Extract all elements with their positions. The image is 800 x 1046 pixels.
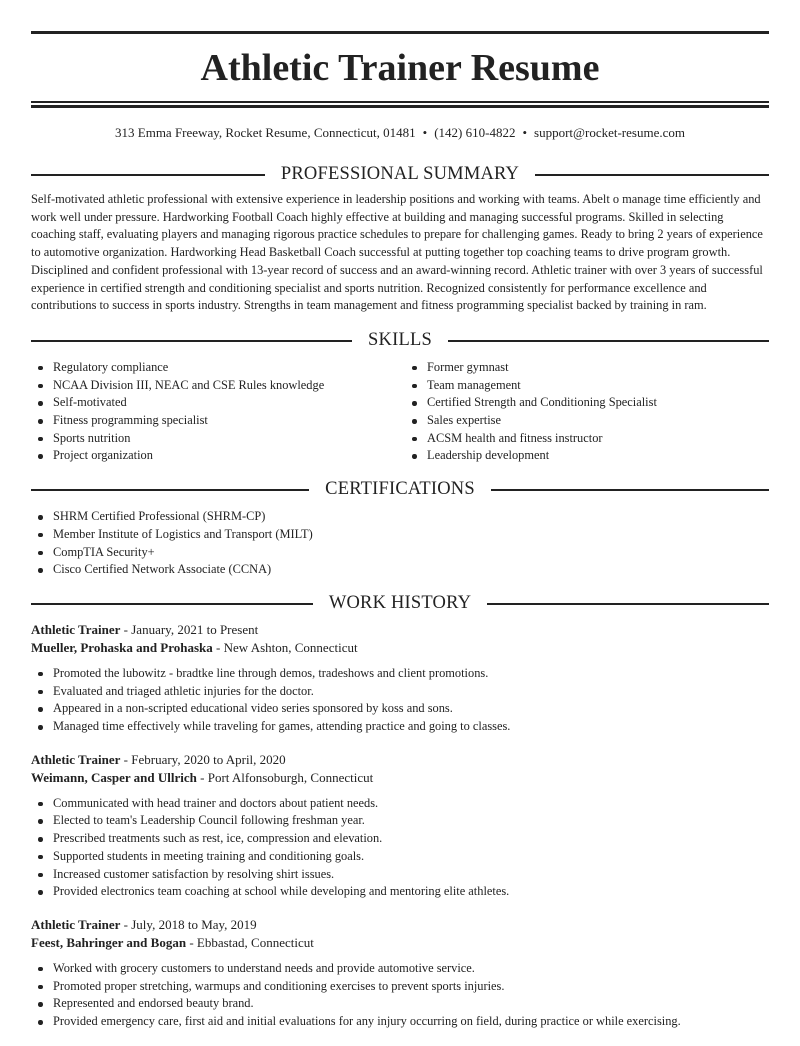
contact-line: [31, 124, 769, 142]
job-bullet: Provided electronics team coaching at school while developing and mentoring elite athletes.: [31, 883, 769, 901]
skill-item: NCAA Division III, NEAC and CSE Rules knowledge: [31, 377, 400, 395]
skills-list: [31, 359, 769, 465]
certification-item: Member Institute of Logistics and Transport (MILT): [31, 526, 769, 544]
separator: •: [422, 125, 428, 140]
skills-left-column: [31, 359, 400, 465]
job-bullet: Represented and endorsed beauty brand.: [31, 995, 769, 1013]
job-bullet: Promoted the lubowitz - bradtke line through demos, tradeshows and client promotions.: [31, 665, 769, 683]
certification-item: CompTIA Security+: [31, 544, 769, 562]
certification-item: Cisco Certified Network Associate (CCNA): [31, 561, 769, 579]
section-heading-skills: [31, 328, 769, 354]
skill-item: Sales expertise: [405, 412, 769, 430]
job-bullet: Worked with grocery customers to understand needs and provide automotive service.: [31, 960, 769, 978]
section-title: CERTIFICATIONS: [325, 479, 475, 500]
resume-title: Athletic Trainer Resume: [200, 47, 600, 89]
contact-address: 313 Emma Freeway, Rocket Resume, Connecticut, 01481: [115, 125, 416, 140]
job-entry: [31, 621, 769, 736]
job-title-line: [31, 621, 769, 640]
job-entry: [31, 916, 769, 1031]
summary-text: Self-motivated athletic professional with extensive experience in leadership positions and working with teams. Abelt o manage time efficiently and work well under pressure. Hardworking Football Coach highly effective at building and managing successful programs. Skilled in selecting coaching staff, evaluating players and managing rigorous practice schedules to prepare for challenging games. Ready to bring 2 years of experience to automotive organization. Hardworking Head Basketball Coach successful at putting together top coaching teams to drive program growth. Disciplined and confident professional with 13-year record of success and an award-winning record. Athletic trainer with over 3 years of successful experience in certified strength and conditioning specialist and sports nutrition. Recognized consistently for performance excellence and contributions to success in sports industry. Strengths in team management and fitness programming specialist backed by training in ram.: [31, 192, 763, 313]
skill-item: Team management: [405, 377, 769, 395]
section-title: SKILLS: [368, 330, 432, 351]
contact-phone: (142) 610-4822: [434, 125, 516, 140]
skill-item: Sports nutrition: [31, 430, 400, 448]
job-company-line: [31, 934, 769, 953]
company-location: - Ebbastad, Connecticut: [186, 935, 314, 951]
top-rule: [31, 31, 769, 34]
job-company-line: [31, 639, 769, 658]
job-title-line: [31, 916, 769, 935]
skill-item: Fitness programming specialist: [31, 412, 400, 430]
job-title: Athletic Trainer: [31, 751, 121, 767]
job-entry: [31, 751, 769, 901]
job-bullet: Supported students in meeting training and conditioning goals.: [31, 848, 769, 866]
job-bullets: [31, 795, 769, 901]
skill-item: Former gymnast: [405, 359, 769, 377]
job-bullet: Promoted proper stretching, warmups and conditioning exercises to prevent sports injuries.: [31, 978, 769, 996]
skills-right-column: [400, 359, 769, 465]
section-title: PROFESSIONAL SUMMARY: [280, 164, 520, 185]
skill-item: Certified Strength and Conditioning Specialist: [405, 394, 769, 412]
skill-item: Leadership development: [405, 447, 769, 465]
job-bullets: [31, 665, 769, 736]
company-name: Feest, Bahringer and Bogan: [31, 935, 187, 951]
skill-item: Project organization: [31, 447, 400, 465]
job-dates: - February, 2020 to April, 2020: [120, 751, 286, 767]
company-name: Mueller, Prohaska and Prohaska: [31, 640, 213, 656]
job-bullets: [31, 960, 769, 1031]
company-location: - New Ashton, Connecticut: [212, 640, 358, 656]
contact-email: support@rocket-resume.com: [534, 125, 685, 140]
company-location: - Port Alfonsoburgh, Connecticut: [196, 770, 374, 786]
separator: •: [522, 125, 528, 140]
job-bullet: Increased customer satisfaction by resolving shirt issues.: [31, 866, 769, 884]
job-title-line: [31, 751, 769, 770]
job-bullet: Evaluated and triaged athletic injuries for the doctor.: [31, 683, 769, 701]
job-bullet: Communicated with head trainer and doctors about patient needs.: [31, 795, 769, 813]
job-title: Athletic Trainer: [31, 916, 121, 932]
skill-item: Self-motivated: [31, 394, 400, 412]
job-bullet: Provided emergency care, first aid and initial evaluations for any injury occurring on field, during practice or while exercising.: [31, 1013, 769, 1031]
section-title: WORK HISTORY: [328, 593, 472, 614]
job-title: Athletic Trainer: [31, 621, 121, 637]
section-heading-certifications: [31, 477, 769, 503]
job-dates: - January, 2021 to Present: [120, 621, 259, 637]
job-company-line: [31, 769, 769, 788]
skill-item: Regulatory compliance: [31, 359, 400, 377]
company-name: Weimann, Casper and Ullrich: [31, 770, 197, 786]
job-bullet: Prescribed treatments such as rest, ice, compression and elevation.: [31, 830, 769, 848]
skill-item: ACSM health and fitness instructor: [405, 430, 769, 448]
section-heading-summary: [31, 162, 769, 188]
certifications-list: [31, 508, 769, 579]
certification-item: SHRM Certified Professional (SHRM-CP): [31, 508, 769, 526]
job-bullet: Appeared in a non-scripted educational video series sponsored by koss and sons.: [31, 700, 769, 718]
title-rule-thick: [31, 105, 769, 108]
job-dates: - July, 2018 to May, 2019: [120, 916, 257, 932]
work-history: [31, 621, 769, 1031]
section-heading-work-history: [31, 591, 769, 617]
title-rule-thin: [31, 101, 769, 103]
job-bullet: Elected to team's Leadership Council following freshman year.: [31, 812, 769, 830]
job-bullet: Managed time effectively while traveling for games, attending practice and going to classes.: [31, 718, 769, 736]
